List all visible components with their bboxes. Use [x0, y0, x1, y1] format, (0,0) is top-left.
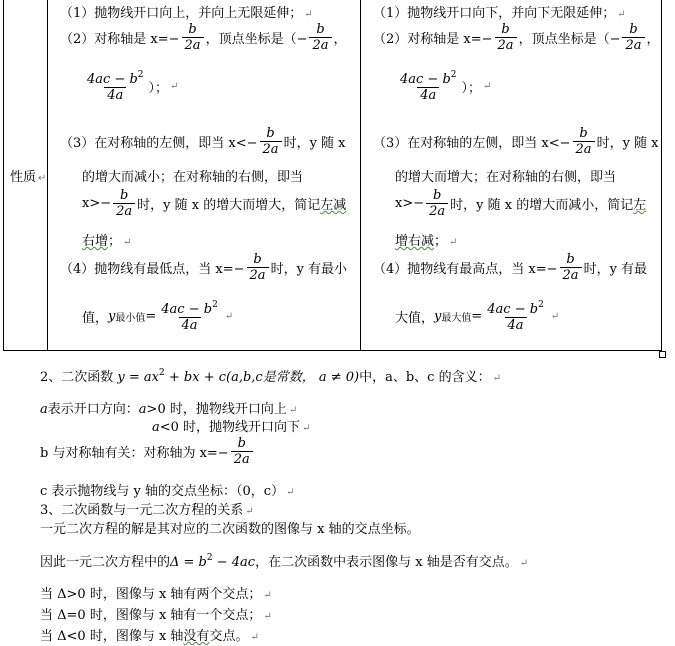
left-prop-3-line4: 右增； ↵ — [82, 234, 132, 249]
right-prop-3-line2: 的增大而增大；在对称轴的右侧，即当 — [395, 170, 617, 185]
fraction-b-over-2a: $\frac{b}{2a}$ — [247, 252, 269, 283]
left-prop-4-line2: 值， y 最小值 = $\frac{4ac - b^2}{4a}$ ↵ — [82, 300, 234, 333]
fraction-b-over-2a: $\frac{b}{2a}$ — [260, 126, 282, 157]
section-3-heading: 3、二次函数与一元二次方程的关系 ↵ — [40, 503, 254, 518]
fraction-vertex: $\frac{4ac - b^2}{4a}$ — [87, 70, 144, 103]
fraction-b-over-2a: $\frac{b}{2a}$ — [426, 188, 448, 219]
right-prop-3-line1: （3）在对称轴的左侧，即当 x<− $\frac{b}{2a}$ 时，y 随 x — [373, 126, 659, 157]
delta-case-negative: 当 Δ<0 时，图像与 x 轴没有交点。 ↵ — [40, 629, 259, 644]
table-divider-middle — [360, 0, 361, 350]
fraction-vertex: $\frac{4ac - b^2}{4a}$ — [400, 70, 457, 103]
right-prop-4-line1: （4）抛物线有最高点，当 x=− $\frac{b}{2a}$ 时，y 有最 — [373, 252, 648, 283]
fraction-b-over-2a: $\frac{b}{2a}$ — [182, 22, 204, 53]
left-prop-3-line3: x>− $\frac{b}{2a}$ 时，y 随 x 的增大而增大，简记 左减 — [82, 188, 347, 219]
c-meaning: c 表示抛物线与 y 轴的交点坐标：（0，c） ↵ — [40, 484, 295, 499]
fraction-b-over-2a: $\frac{b}{2a}$ — [495, 22, 517, 53]
fraction-b-over-2a: $\frac{b}{2a}$ — [309, 22, 331, 53]
fraction-b-over-2a: $\frac{b}{2a}$ — [573, 126, 595, 157]
fraction-b-over-2a: $\frac{b}{2a}$ — [622, 22, 644, 53]
a-meaning-line1: a表示开口方向：a>0 时，抛物线开口向上 ↵ — [40, 402, 298, 417]
table-row-label: 性质 ↵ — [10, 170, 47, 185]
a-meaning-line2: a<0 时，抛物线开口向下 ↵ — [152, 420, 311, 435]
right-prop-4-line2: 大值， y 最大值 = $\frac{4ac - b^2}{4a}$ ↵ — [395, 300, 560, 333]
left-prop-3-line1: （3）在对称轴的左侧，即当 x<− $\frac{b}{2a}$ 时，y 随 x — [60, 126, 346, 157]
fraction-b-over-2a: $\frac{b}{2a}$ — [560, 252, 582, 283]
right-prop-2: （2）对称轴是 x=− $\frac{b}{2a}$ ，顶点坐标是（− $\frac{b}{2a}$ ， — [373, 22, 660, 53]
right-prop-3-line4: 增右减； ↵ — [395, 234, 458, 249]
fraction-vertex: $\frac{4ac - b^2}{4a}$ — [161, 300, 218, 333]
right-prop-1: （1）抛物线开口向下，并向下无限延伸； ↵ — [373, 6, 626, 21]
section-2-heading: 2、二次函数 $y = ax^2$ + bx + c(a,b,c是常数， a ≠ 0)中，a、b、c 的含义： ↵ — [40, 368, 501, 385]
section-3-paragraph-1: 一元二次方程的解是其对应的二次函数的图像与 x 轴的交点坐标。 — [40, 522, 420, 537]
section-3-paragraph-2: 因此一元二次方程中的$\Delta = b^2 - 4ac$，在二次函数中表示图像与 x 轴是否有交点。 ↵ — [40, 553, 529, 570]
b-meaning: b 与对称轴有关：对称轴为 x=− $\frac{b}{2a}$ — [40, 436, 255, 467]
paragraph-mark: ↵ — [38, 173, 47, 184]
delta-case-zero: 当 Δ=0 时，图像与 x 轴有一个交点； ↵ — [40, 608, 272, 623]
fraction-b-over-2a: $\frac{b}{2a}$ — [113, 188, 135, 219]
fraction-vertex: $\frac{4ac - b^2}{4a}$ — [487, 300, 544, 333]
left-prop-3-line2: 的增大而减小；在对称轴的右侧，即当 — [82, 170, 304, 185]
right-vertex-y: $\frac{4ac - b^2}{4a}$ ）； ↵ — [395, 70, 491, 103]
table-resize-handle[interactable] — [659, 351, 666, 358]
table-divider-label — [47, 0, 48, 350]
left-vertex-y: $\frac{4ac - b^2}{4a}$ ）； ↵ — [82, 70, 178, 103]
left-prop-4-line1: （4）抛物线有最低点，当 x=− $\frac{b}{2a}$ 时，y 有最小 — [60, 252, 348, 283]
fraction-b-over-2a: $\frac{b}{2a}$ — [231, 436, 253, 467]
left-prop-2: （2）对称轴是 x=− $\frac{b}{2a}$ ，顶点坐标是（− $\frac{b}{2a}$ ， — [60, 22, 347, 53]
delta-case-positive: 当 Δ>0 时，图像与 x 轴有两个交点； ↵ — [40, 587, 272, 602]
right-prop-3-line3: x>− $\frac{b}{2a}$ 时，y 随 x 的增大而减小，简记 左 — [395, 188, 647, 219]
left-prop-1: （1）抛物线开口向上，并向上无限延伸； ↵ — [60, 6, 313, 21]
